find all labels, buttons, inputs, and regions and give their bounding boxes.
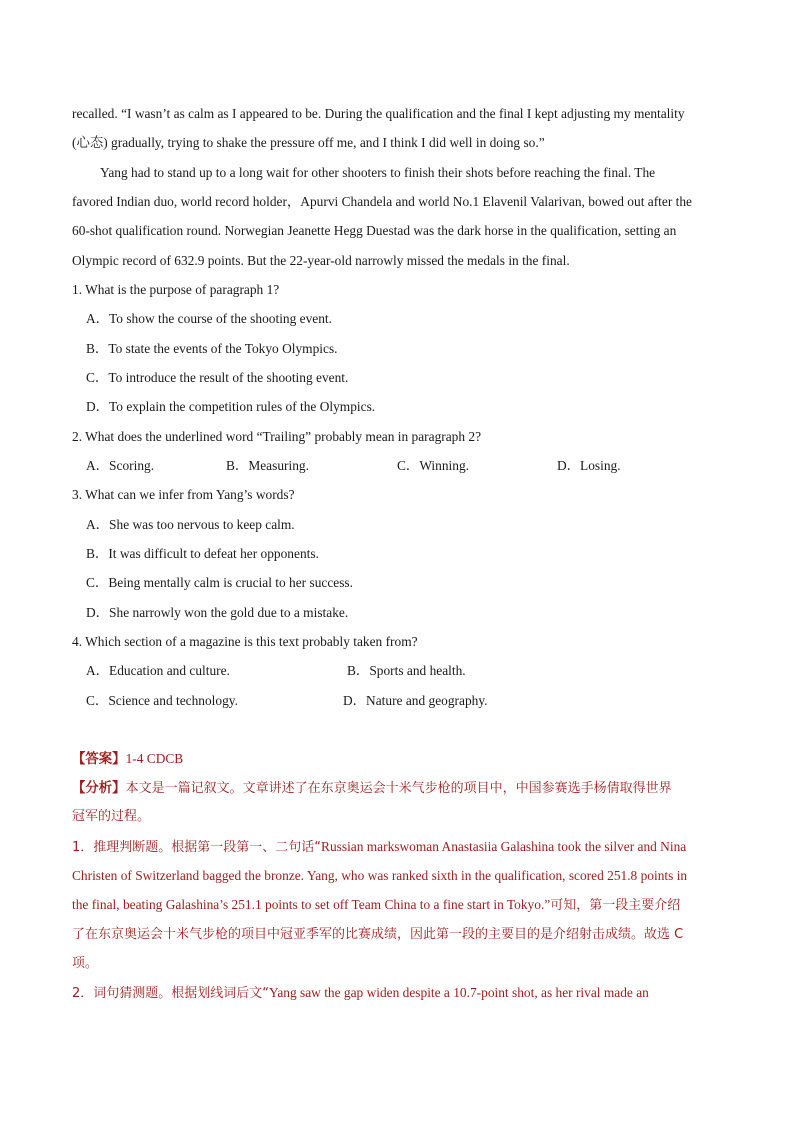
question-option: C．To introduce the result of the shooting event. — [86, 370, 349, 385]
question-option: B．Measuring. — [226, 458, 309, 473]
analysis-quote: Russian markswoman Anastasiia Galashina took the silver and Nina — [321, 839, 687, 854]
analysis-summary: 本文是一篇记叙文。文章讲述了在东京奥运会十米气步枪的项目中，中国参赛选手杨倩取得世界 — [125, 781, 672, 796]
question-option: D．Nature and geography. — [343, 693, 488, 708]
analysis-line: Christen of Switzerland bagged the bronze. Yang, who was ranked sixth in the qualification, scored 251.8 points in — [72, 868, 688, 883]
question-option: B．To state the events of the Tokyo Olympics. — [86, 341, 338, 356]
passage-line: favored Indian duo, world record holder，Apurvi Chandela and world No.1 Elavenil Valarivan, bowed out after the — [72, 194, 692, 209]
question-option: A．To show the course of the shooting event. — [86, 311, 332, 326]
analysis-line — [72, 781, 672, 795]
analysis-item-1 — [72, 840, 686, 854]
analysis-quote: the final, beating Galashina’s 251.1 points to set off Team China to a fine start in Tokyo.” — [72, 897, 551, 912]
question-stem: 3. What can we infer from Yang’s words? — [72, 487, 295, 502]
passage-line: (心态) gradually, trying to shake the pressure off me, and I think I did well in doing so.” — [72, 135, 545, 150]
question-option: B．It was difficult to defeat her opponents. — [86, 546, 319, 561]
answer-tag: 【答案】 — [72, 752, 126, 767]
question-option: A．Scoring. — [86, 458, 155, 473]
passage-line: 60-shot qualification round. Norwegian Jeanette Hegg Duestad was the dark horse in the qualification, setting an — [72, 223, 677, 238]
passage-line: Yang had to stand up to a long wait for other shooters to finish their shots before reaching the final. The — [100, 165, 656, 180]
answer-value: 1-4 CDCB — [125, 751, 184, 766]
question-option: C．Being mentally calm is crucial to her success. — [86, 575, 353, 590]
analysis-text: 1．推理判断题。根据第一段第一、二句话“ — [72, 840, 322, 855]
analysis-line — [72, 898, 680, 912]
analysis-line: 项。 — [72, 956, 99, 971]
analysis-text: 可知，第一段主要介绍 — [550, 898, 681, 913]
analysis-text: 2．词句猜测题。根据划线词后文“ — [72, 986, 270, 1001]
question-option: A．Education and culture. — [86, 663, 230, 678]
question-stem: 1. What is the purpose of paragraph 1? — [72, 282, 280, 297]
analysis-line: 冠军的过程。 — [72, 809, 151, 824]
passage-line: Olympic record of 632.9 points. But the 22-year-old narrowly missed the medals in the final. — [72, 253, 570, 268]
analysis-item-2 — [72, 986, 649, 1000]
question-option: C．Science and technology. — [86, 693, 238, 708]
question-option: D．She narrowly won the gold due to a mistake. — [86, 605, 349, 620]
question-option: C．Winning. — [397, 458, 469, 473]
passage-line: recalled. “I wasn’t as calm as I appeared to be. During the qualification and the final I kept adjusting my mentality — [72, 106, 685, 121]
question-option: D．To explain the competition rules of the Olympics. — [86, 399, 376, 414]
question-option: D．Losing. — [557, 458, 621, 473]
question-stem: 2. What does the underlined word “Trailing” probably mean in paragraph 2? — [72, 429, 482, 444]
question-option: B．Sports and health. — [347, 663, 466, 678]
analysis-tag: 【分析】 — [72, 781, 126, 796]
analysis-line: 了在东京奥运会十米气步枪的项目中冠亚季军的比赛成绩，因此第一段的主要目的是介绍射击成绩。故选 C — [72, 927, 684, 942]
question-stem: 4. Which section of a magazine is this text probably taken from? — [72, 634, 418, 649]
analysis-quote: Yang saw the gap widen despite a 10.7-point shot, as her rival made an — [269, 985, 649, 1000]
question-option: A．She was too nervous to keep calm. — [86, 517, 295, 532]
answer-line — [72, 752, 183, 766]
